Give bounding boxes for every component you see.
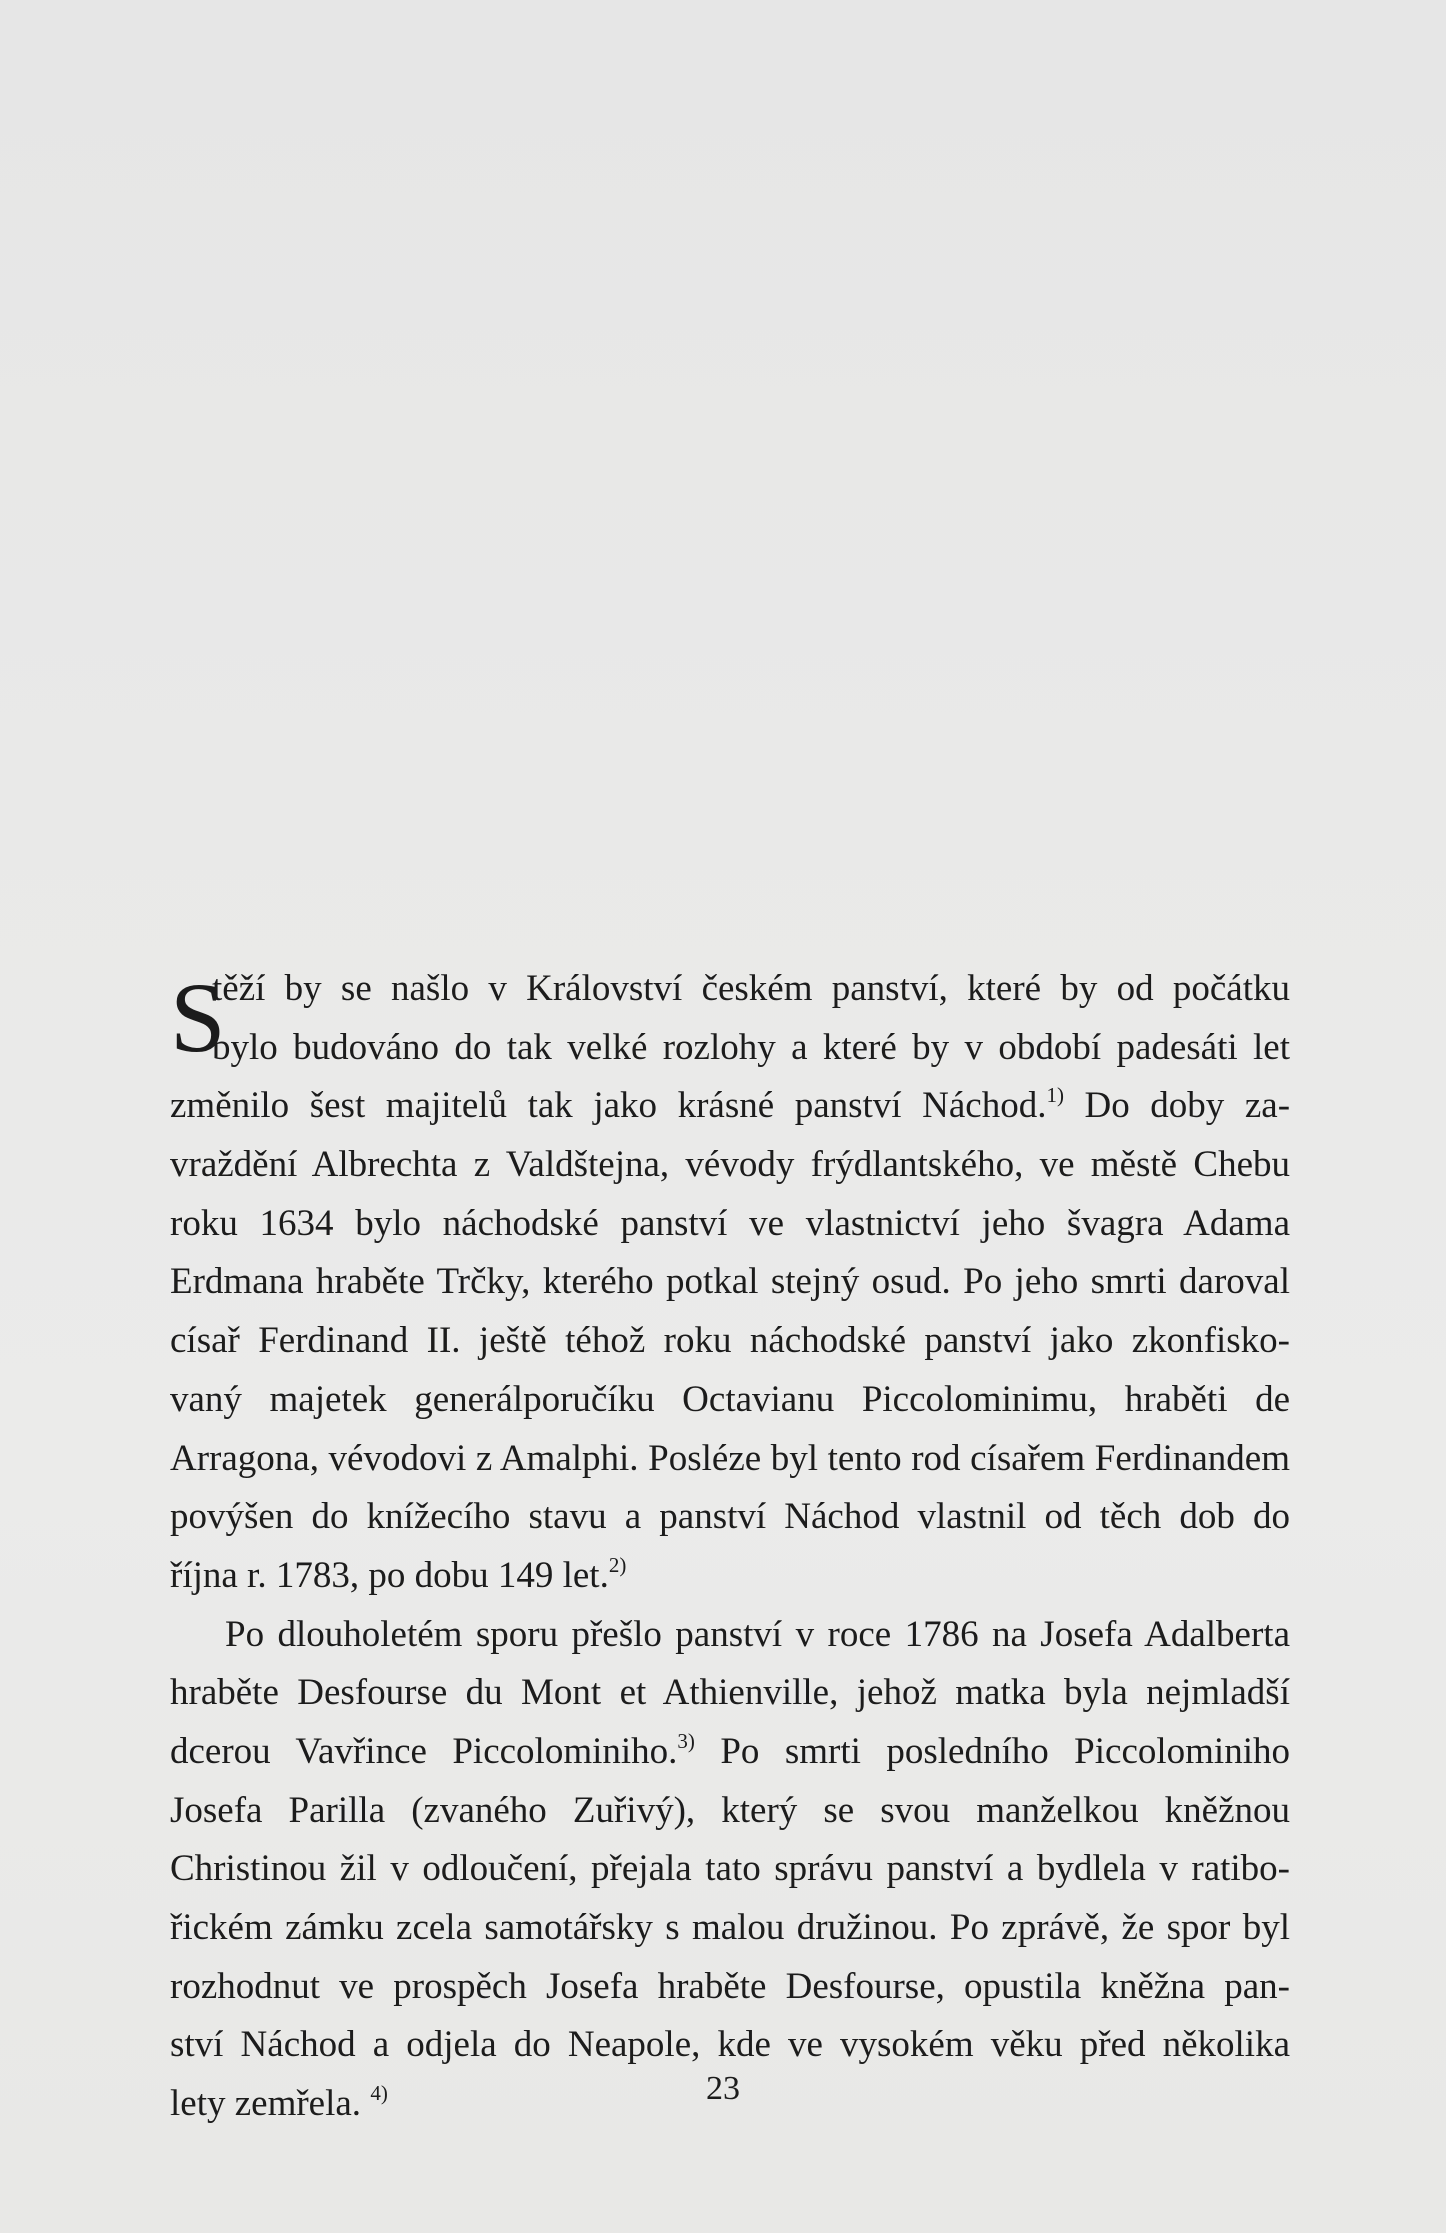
text-line: bylo budováno do tak velké rozlohy a které by v období padesáti let (212, 1026, 1290, 1068)
text-line: povýšen do knížecího stavu a panství Náchod vlastnil od těch dob do (170, 1496, 1290, 1538)
text-line: Josefa Parilla (zvaného Zuřivý), který se svou manželkou kněžnou (170, 1789, 1290, 1831)
text-line: října r. 1783, po dobu 149 let.$^{2)}$ (170, 1552, 627, 1596)
footnote-ref: 1) (1046, 1083, 1064, 1108)
drop-cap: S (170, 962, 226, 1073)
text-line: řickém zámku zcela samotářsky s malou družinou. Po zprávě, že spor byl (170, 1907, 1290, 1948)
text-line: Christinou žil v odloučení, přejala tato správu panství a bydlela v ratibo- (170, 1848, 1290, 1890)
text-line: vaný majetek generálporučíku Octavianu Piccolominimu, hraběti de (170, 1378, 1290, 1420)
text-line: rozhodnut ve prospěch Josefa hraběte Desfourse, opustila kněžna pan- (170, 1965, 1290, 2007)
text-line: lety zemřela. $^{4)}$ (170, 2081, 388, 2125)
text-line: těží by se našlo v Království českém panství, které by od počátku (212, 968, 1290, 1009)
text-line: změnilo šest majitelů tak jako krásné panství Náchod.$^{1)}$ Do doby za- (170, 1083, 1291, 1127)
text-line: Arragona, vévodovi z Amalphi. Posléze byl tento rod císařem Ferdinandem (170, 1437, 1290, 1479)
footnote-ref: 4) (370, 2081, 388, 2106)
text-line: roku 1634 bylo náchodské panství ve vlastnictví jeho švagra Adama (170, 1202, 1290, 1244)
paragraph-1 (170, 960, 1290, 1606)
text-line: Po dlouholetém sporu přešlo panství v roce 1786 na Josefa Adalberta (225, 1613, 1290, 1655)
footnote-ref: 2) (608, 1552, 627, 1577)
footnote-ref: 3) (677, 1728, 695, 1753)
paragraph-2 (170, 1606, 1290, 2134)
text-line: ství Náchod a odjela do Neapole, kde ve vysokém věku před několika (170, 2024, 1290, 2066)
page-number: 23 (706, 2070, 740, 2107)
text-line: Erdmana hraběte Trčky, kterého potkal stejný osud. Po jeho smrti daroval (170, 1261, 1290, 1303)
body-text (170, 960, 1290, 2134)
text-line: hraběte Desfourse du Mont et Athienville, jehož matka byla nejmladší (170, 1672, 1290, 1714)
text-line: vraždění Albrechta z Valdštejna, vévody frýdlantského, ve městě Chebu (170, 1144, 1290, 1186)
text-line: dcerou Vavřince Piccolominiho.$^{3)}$ Po smrti posledního Piccolominiho (170, 1728, 1290, 1772)
text-line: císař Ferdinand II. ještě téhož roku náchodské panství jako zkonfisko- (170, 1320, 1290, 1362)
